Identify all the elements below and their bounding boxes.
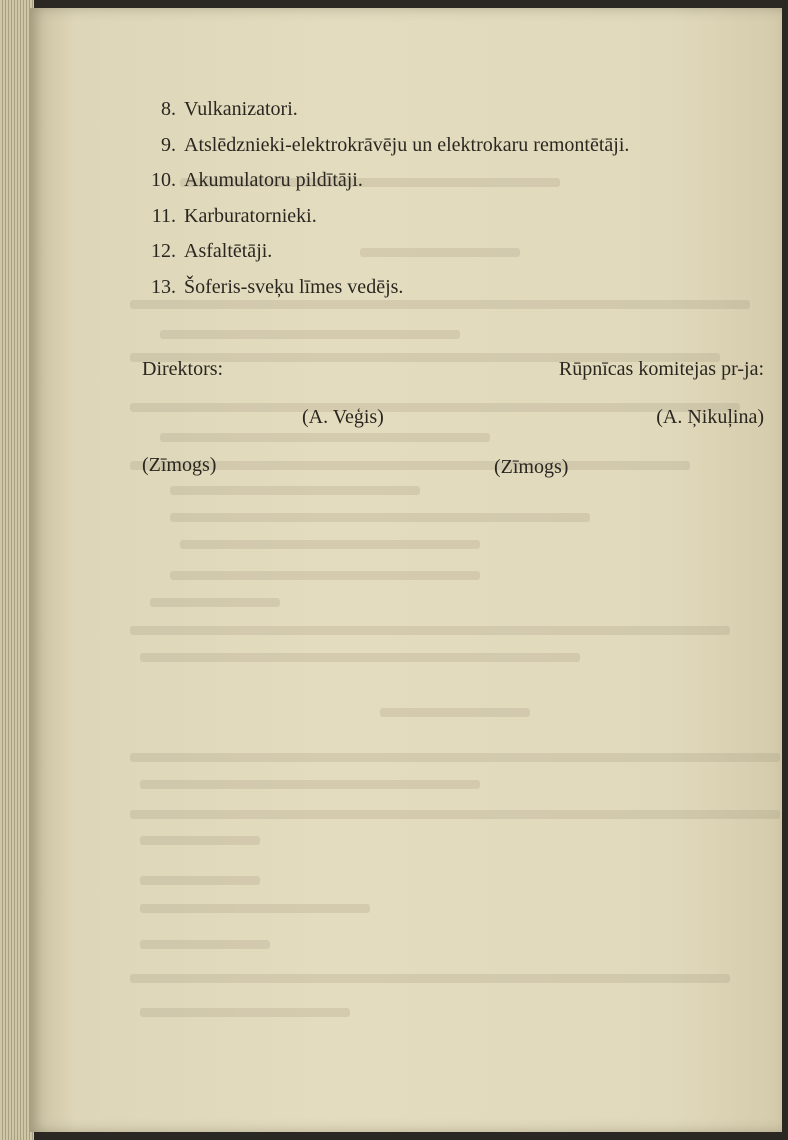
list-item-text: Šoferis-sveķu līmes vedējs. bbox=[184, 275, 404, 298]
list-item-text: Asfaltētāji. bbox=[184, 240, 273, 262]
page-stack-edge bbox=[0, 0, 34, 1140]
list-item-number: 12. bbox=[151, 240, 176, 262]
list-item-number: 10. bbox=[151, 169, 176, 191]
list-item-number: 13. bbox=[151, 275, 176, 298]
list-item-text: Vulkanizatori. bbox=[184, 98, 298, 120]
list-item bbox=[130, 270, 629, 306]
list-item-text: Atslēdznieki-elektrokrāvēju un elektrokaru remontētāji. bbox=[184, 133, 630, 156]
list-item bbox=[130, 128, 629, 164]
list-item bbox=[130, 163, 629, 199]
list-item bbox=[130, 234, 629, 270]
list-item bbox=[130, 92, 629, 128]
profession-list bbox=[130, 92, 629, 305]
stamp-right: (Zīmogs) bbox=[494, 456, 569, 478]
list-item-text: Akumulatoru pildītāji. bbox=[184, 169, 363, 191]
stamp-left: (Zīmogs) bbox=[142, 454, 217, 476]
list-item-number: 9. bbox=[161, 133, 176, 156]
committee-name: (A. Ņikuļina) bbox=[656, 406, 764, 428]
list-item-number: 8. bbox=[161, 98, 176, 120]
list-item-number: 11. bbox=[151, 204, 176, 227]
director-name: (A. Veģis) bbox=[302, 406, 384, 428]
document-page bbox=[30, 8, 782, 1132]
director-label: Direktors: bbox=[142, 358, 224, 380]
committee-label: Rūpnīcas komitejas pr-ja: bbox=[558, 358, 764, 380]
list-item bbox=[130, 199, 629, 235]
list-item-text: Karburatornieki. bbox=[184, 204, 317, 227]
